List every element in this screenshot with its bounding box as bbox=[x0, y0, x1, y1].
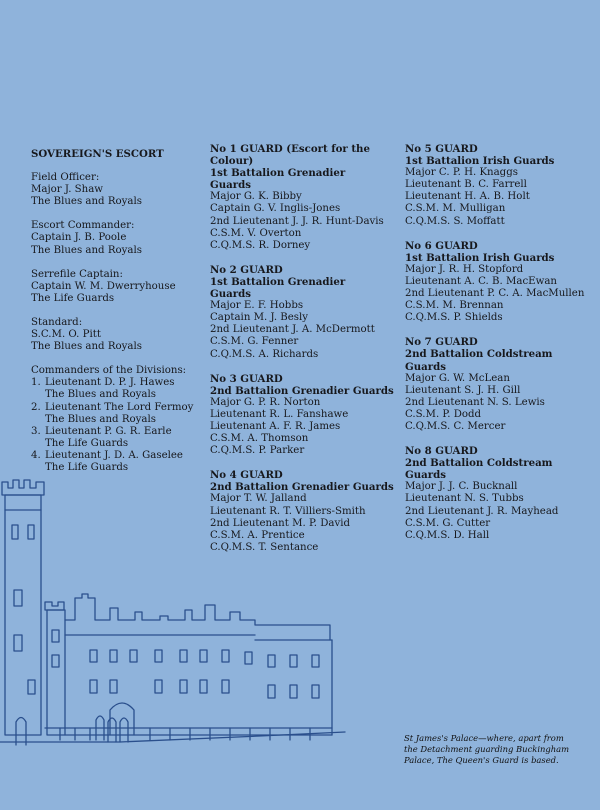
officer-regiment: The Blues and Royals bbox=[31, 196, 142, 208]
guard-member: Captain G. V. Inglis-Jones bbox=[210, 203, 341, 215]
group-label: Standard: bbox=[31, 316, 83, 328]
guard-member: Major G. W. McLean bbox=[405, 372, 510, 384]
group-label: Serrefile Captain: bbox=[31, 268, 123, 280]
division-number: 4. bbox=[31, 449, 41, 461]
guard-heading-line: 1st Battalion Irish Guards bbox=[405, 251, 555, 264]
escort-commander-group bbox=[31, 220, 201, 256]
group-label: Commanders of the Divisions: bbox=[31, 365, 187, 377]
guard-member: Lieutenant R. L. Fanshawe bbox=[210, 408, 349, 420]
caption-line: the Detachment guarding Buckingham bbox=[404, 743, 570, 754]
division-regiment: The Life Guards bbox=[45, 437, 129, 449]
caption-line: St James's Palace—where, apart from bbox=[404, 733, 564, 743]
guard-member: C.Q.M.S. S. Moffatt bbox=[405, 215, 505, 227]
officer-name: Major J. Shaw bbox=[31, 184, 104, 196]
guard-heading-line: Guards bbox=[405, 469, 446, 482]
guard-heading-line: Guards bbox=[210, 179, 251, 192]
guard-heading-line: Colour) bbox=[210, 155, 254, 168]
division-commander: Lieutenant D. P. J. Hawes bbox=[45, 377, 175, 389]
officer-name: Captain J. B. Poole bbox=[31, 232, 127, 244]
guard-member: Captain M. J. Besly bbox=[210, 312, 309, 324]
guard-heading-line: No 2 GUARD bbox=[210, 263, 283, 276]
serrefile-captain-group bbox=[31, 269, 201, 305]
division-number: 1. bbox=[31, 377, 41, 389]
guard-member: C.Q.M.S. P. Shields bbox=[405, 312, 503, 324]
guard-member: 2nd Lieutenant N. S. Lewis bbox=[405, 396, 545, 408]
officer-regiment: The Life Guards bbox=[31, 292, 115, 304]
division-number: 3. bbox=[31, 425, 41, 437]
guard-5 bbox=[405, 143, 595, 228]
guard-heading-line: 2nd Battalion Coldstream bbox=[405, 348, 553, 361]
guard-heading bbox=[210, 373, 400, 397]
guard-member: Lieutenant B. C. Farrell bbox=[405, 179, 527, 191]
guard-heading-line: No 3 GUARD bbox=[210, 372, 283, 385]
guard-member: C.Q.M.S. A. Richards bbox=[210, 348, 319, 360]
guard-member: 2nd Lieutenant J. R. Mayhead bbox=[405, 505, 559, 517]
division-number: 2. bbox=[31, 401, 41, 413]
guard-member: Lieutenant R. T. Villiers-Smith bbox=[210, 505, 366, 517]
guard-heading-line: No 4 GUARD bbox=[210, 469, 283, 482]
guard-member: Major C. P. H. Knaggs bbox=[405, 167, 518, 179]
guard-member: Lieutenant A. C. B. MacEwan bbox=[405, 275, 557, 287]
guard-heading-line: Guards bbox=[405, 360, 446, 373]
guard-heading bbox=[405, 240, 595, 264]
guard-member: C.S.M. M. Mulligan bbox=[405, 203, 506, 215]
guard-member: 2nd Lieutenant J. A. McDermott bbox=[210, 324, 375, 336]
division-item bbox=[31, 426, 201, 450]
division-commander: Lieutenant The Lord Fermoy bbox=[45, 401, 194, 413]
guard-8 bbox=[405, 445, 595, 542]
guard-1 bbox=[210, 143, 400, 252]
divisions-group bbox=[31, 365, 201, 474]
division-regiment: The Life Guards bbox=[45, 461, 129, 473]
illustration-caption bbox=[404, 733, 584, 765]
guard-member: C.S.M. M. Brennan bbox=[405, 300, 504, 312]
field-officer-group bbox=[31, 172, 201, 208]
guard-member: Major E. F. Hobbs bbox=[210, 300, 304, 312]
guard-member: Lieutenant S. J. H. Gill bbox=[405, 384, 521, 396]
guard-heading bbox=[210, 143, 400, 191]
guard-heading-line: No 5 GUARD bbox=[405, 143, 478, 155]
division-regiment: The Blues and Royals bbox=[45, 413, 156, 425]
guard-heading-line: 1st Battalion Grenadier bbox=[210, 275, 346, 288]
guard-heading bbox=[210, 264, 400, 300]
guard-7 bbox=[405, 336, 595, 433]
guard-6 bbox=[405, 240, 595, 325]
guard-heading-line: No 1 GUARD (Escort for the bbox=[210, 143, 370, 155]
guard-member: Major G. P. R. Norton bbox=[210, 396, 321, 408]
officer-regiment: The Blues and Royals bbox=[31, 341, 142, 353]
guard-member: 2nd Lieutenant J. J. R. Hunt-Davis bbox=[210, 215, 384, 227]
guard-member: 2nd Lieutenant P. C. A. MacMullen bbox=[405, 288, 585, 300]
sovereigns-escort-column bbox=[31, 143, 201, 486]
guard-heading-line: 1st Battalion Grenadier bbox=[210, 167, 346, 180]
division-regiment: The Blues and Royals bbox=[45, 389, 156, 401]
guard-heading-line: 2nd Battalion Grenadier Guards bbox=[210, 384, 394, 397]
guard-member: C.Q.M.S. P. Parker bbox=[210, 445, 305, 457]
group-label: Escort Commander: bbox=[31, 220, 135, 232]
guard-member: C.S.M. A. Thomson bbox=[210, 433, 309, 445]
guard-member: C.S.M. A. Prentice bbox=[210, 529, 305, 541]
guard-heading-line: No 8 GUARD bbox=[405, 445, 478, 458]
guard-member: Major J. R. H. Stopford bbox=[405, 263, 524, 275]
guard-member: Major G. K. Bibby bbox=[210, 191, 302, 203]
palace-sketch-icon bbox=[0, 470, 360, 770]
guard-member: 2nd Lieutenant M. P. David bbox=[210, 517, 351, 529]
guard-heading-line: Guards bbox=[210, 288, 251, 301]
guard-member: C.Q.M.S. D. Hall bbox=[405, 529, 490, 541]
guard-heading bbox=[405, 445, 595, 481]
group-label: Field Officer: bbox=[31, 172, 100, 184]
guard-member: C.Q.M.S. T. Sentance bbox=[210, 541, 319, 553]
guard-heading-line: 1st Battalion Irish Guards bbox=[405, 155, 555, 168]
guards-column-right bbox=[405, 143, 595, 554]
guard-member: Lieutenant N. S. Tubbs bbox=[405, 493, 524, 505]
guard-member: Major J. J. C. Bucknall bbox=[405, 481, 518, 493]
sovereigns-escort-title: SOVEREIGN'S ESCORT bbox=[31, 148, 164, 160]
caption-line: Palace, The Queen's Guard is based. bbox=[404, 754, 559, 765]
standard-group bbox=[31, 317, 201, 353]
guard-heading bbox=[405, 143, 595, 167]
officer-regiment: The Blues and Royals bbox=[31, 244, 142, 256]
division-item bbox=[31, 377, 201, 401]
guard-heading-line: No 7 GUARD bbox=[405, 336, 478, 349]
officer-name: S.C.M. O. Pitt bbox=[31, 329, 101, 341]
guard-2 bbox=[210, 264, 400, 361]
division-item bbox=[31, 402, 201, 426]
guard-heading-line: No 6 GUARD bbox=[405, 239, 478, 252]
guard-member: C.Q.M.S. R. Dorney bbox=[210, 239, 311, 251]
guard-member: C.Q.M.S. C. Mercer bbox=[405, 420, 506, 432]
guard-member: C.S.M. P. Dodd bbox=[405, 408, 482, 420]
guard-member: C.S.M. V. Overton bbox=[210, 227, 302, 239]
guard-member: C.S.M. G. Fenner bbox=[210, 336, 299, 348]
guard-3 bbox=[210, 373, 400, 458]
guard-member: C.S.M. G. Cutter bbox=[405, 517, 491, 529]
guard-member: Major T. W. Jalland bbox=[210, 493, 307, 505]
guard-member: Lieutenant H. A. B. Holt bbox=[405, 191, 530, 203]
guard-heading bbox=[405, 336, 595, 372]
division-commander: Lieutenant P. G. R. Earle bbox=[45, 425, 172, 437]
guard-heading-line: 2nd Battalion Grenadier Guards bbox=[210, 481, 394, 494]
guard-member: Lieutenant A. F. R. James bbox=[210, 420, 341, 432]
guard-heading-line: 2nd Battalion Coldstream bbox=[405, 457, 553, 470]
officer-name: Captain W. M. Dwerryhouse bbox=[31, 280, 176, 292]
division-commander: Lieutenant J. D. A. Gaselee bbox=[45, 449, 183, 461]
